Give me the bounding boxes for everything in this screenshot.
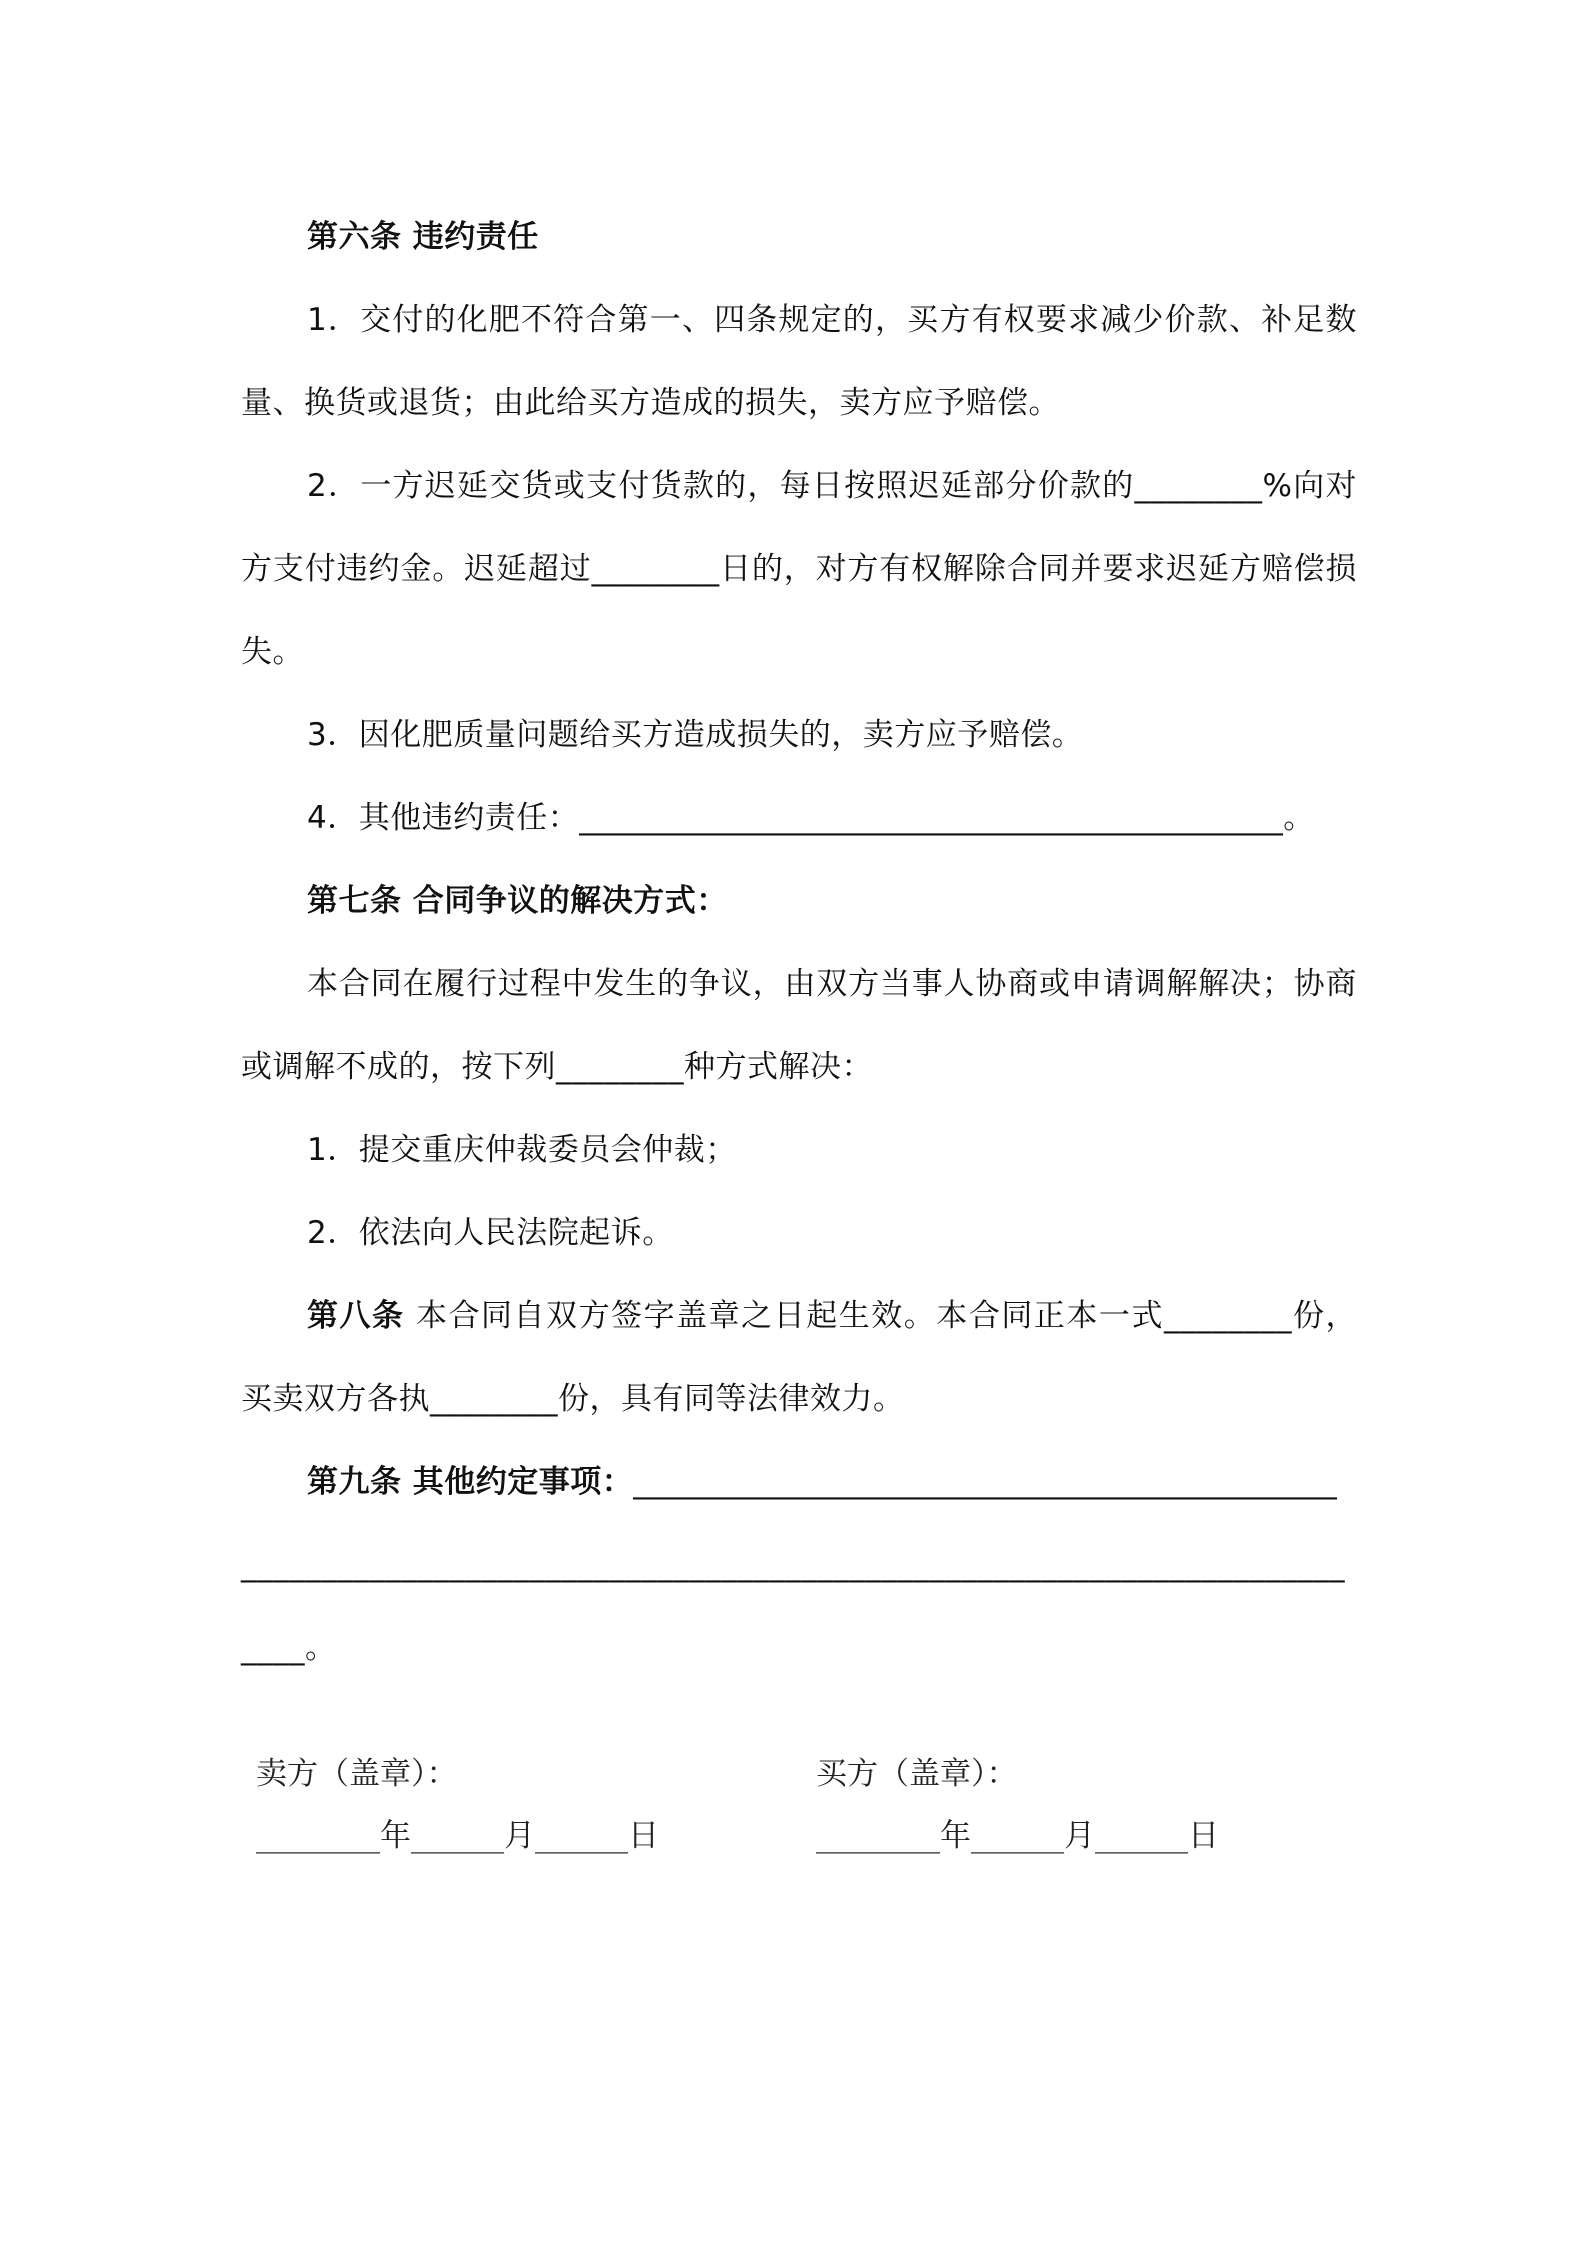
seller-date-line: ________年______月______日: [256, 1818, 659, 1854]
article9-paragraph: [241, 1441, 1357, 1524]
signature-block: [0, 1748, 1586, 1868]
article7-body: 本合同在履行过程中发生的争议，由双方当事人协商或申请调解解决；协商或调解不成的，按下列________种方式解决：: [241, 966, 1357, 1085]
article7-heading: 第七条 合同争议的解决方式：: [307, 883, 728, 919]
contract-body: [241, 196, 1357, 1690]
article9-blank-line2: _____________________________________________________________________: [241, 1547, 1345, 1583]
article9-blank-end: ____。: [241, 1630, 337, 1666]
article6-item4: 4．其他违约责任：____________________________________________。: [307, 800, 1315, 836]
article8-paragraph: [241, 1275, 1357, 1441]
article6-heading: 第六条 违约责任: [307, 219, 539, 255]
buyer-date-line: ________年______月______日: [816, 1818, 1219, 1854]
article8-body: 本合同自双方签字盖章之日起生效。本合同正本一式________份，买卖双方各执________份，具有同等法律效力。: [241, 1298, 1358, 1417]
article7-option2: 2．依法向人民法院起诉。: [307, 1215, 674, 1251]
article6-item3: 3．因化肥质量问题给买方造成损失的，卖方应予赔偿。: [307, 717, 1084, 753]
seller-seal-label: 卖方（盖章）：: [256, 1756, 458, 1792]
article8-heading: 第八条: [307, 1298, 405, 1334]
article9-blank-line1: ____________________________________________: [633, 1464, 1338, 1500]
article7-option1: 1．提交重庆仲裁委员会仲裁；: [307, 1132, 737, 1168]
buyer-seal-label: 买方（盖章）：: [816, 1756, 1018, 1792]
article6-item2: 2．一方迟延交货或支付货款的，每日按照迟延部分价款的________%向对方支付违约金。迟延超过________日的，对方有权解除合同并要求迟延方赔偿损失。: [241, 468, 1357, 670]
article6-item1: 1．交付的化肥不符合第一、四条规定的，买方有权要求减少价款、补足数量、换货或退货；由此给买方造成的损失，卖方应予赔偿。: [241, 302, 1357, 421]
article9-heading: 第九条 其他约定事项：: [307, 1464, 634, 1500]
